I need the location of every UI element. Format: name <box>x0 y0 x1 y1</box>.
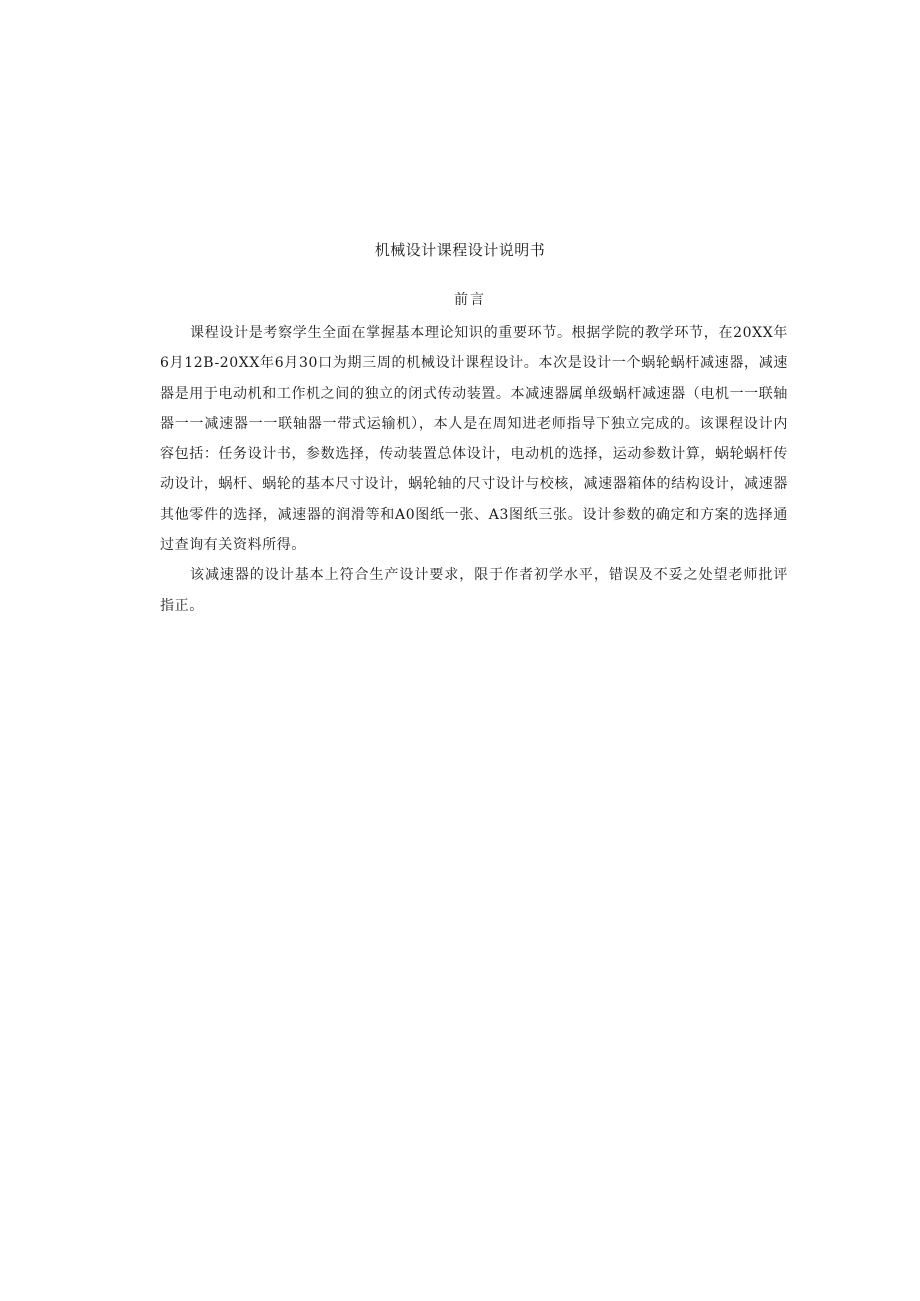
section-heading-preface: 前言 <box>454 292 486 308</box>
preface-paragraph-2: 该减速器的设计基本上符合生产设计要求，限于作者初学水平，错误及不妥之处望老师批评指正。 <box>160 567 788 614</box>
document-title: 机械设计课程设计说明书 <box>374 241 546 259</box>
preface-body <box>160 318 788 621</box>
preface-paragraph-1: 课程设计是考察学生全面在掌握基本理论知识的重要环节。根据学院的教学环节，在20XX年6月12B-20XX年6月30口为期三周的机械设计课程设计。本次是设计一个蜗轮蜗杆减速器，减速器是用于电动机和工作机之间的独立的闭式传动装置。本减速器属单级蜗杆减速器（电机一一联轴器一一减速器一一联轴器一带式运输机），本人是在周知进老师指导下独立完成的。该课程设计内容包括：任务设计书，参数选择，传动装置总体设计，电动机的选择，运动参数计算，蜗轮蜗杆传动设计，蜗杆、蜗轮的基本尺寸设计，蜗轮轴的尺寸设计与校核，减速器箱体的结构设计，减速器其他零件的选择，减速器的润滑等和A0图纸一张、A3图纸三张。设计参数的确定和方案的选择通过查询有关资料所得。 <box>160 325 788 554</box>
